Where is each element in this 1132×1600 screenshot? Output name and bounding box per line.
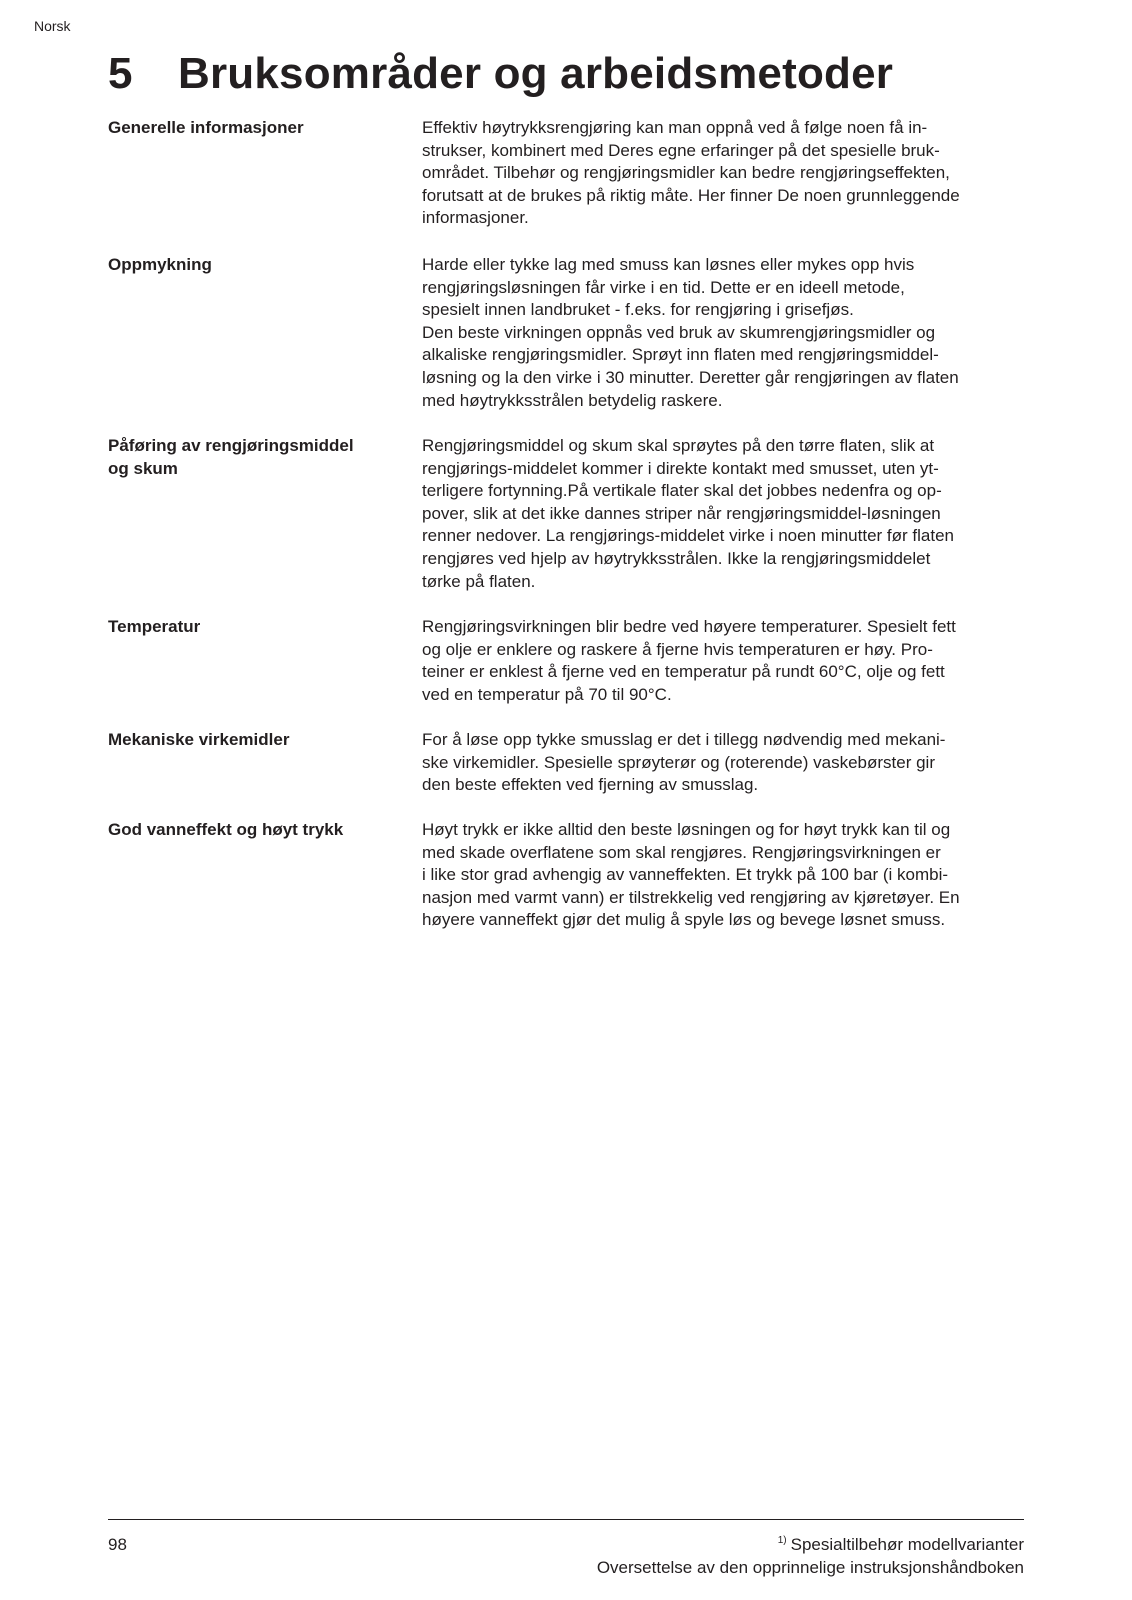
section-label: Oppmykning (108, 255, 212, 274)
footnote-text: Spesialtilbehør modellvarianter (790, 1535, 1024, 1554)
section-label: Temperatur (108, 617, 201, 636)
footer-divider (108, 1519, 1024, 1520)
section-body: Høyt trykk er ikke alltid den beste løsningen og for høyt trykk kan til og med skade overflatene som skal rengjøres. Rengjøringsvirkningen er i like stor grad avhengig av vanneffekten. Et trykk på 100 bar (i kombi- nasjon med varmt vann) er tilstrekkelig ved rengjøring av kjøretøyer. En høyere vanneffekt gjør det mulig å spyle løs og bevege løsnet smuss. (422, 820, 960, 930)
footnote (778, 1535, 1024, 1555)
section-body: For å løse opp tykke smusslag er det i tillegg nødvendig med mekani- ske virkemidler. Spesielle sprøyterør og (roterende) vaskebørster gir den beste effekten ved fjerning av smusslag. (422, 730, 946, 795)
page-number: 98 (108, 1535, 127, 1554)
section-label: Påføring av rengjøringsmiddel og skum (108, 436, 354, 478)
language-label: Norsk (34, 18, 71, 34)
section-body: Rengjøringsmiddel og skum skal sprøytes på den tørre flaten, slik at rengjørings-middelet kommer i direkte kontakt med smusset, uten yt- terligere fortynning.På vertikale flater skal det jobbes nedenfra og op- pover, slik at det ikke dannes striper når rengjøringsmiddel-løsningen renner nedover. La rengjørings-middelet virke i noen minutter før flaten rengjøres ved hjelp av høytrykksstrålen. Ikke la rengjøringsmiddelet tørke på flaten. (422, 436, 954, 591)
section-label: God vanneffekt og høyt trykk (108, 820, 344, 839)
section-label: Mekaniske virkemidler (108, 730, 290, 749)
section-body: Effektiv høytrykksrengjøring kan man oppnå ved å følge noen få in- strukser, kombinert med Deres egne erfaringer på det spesielle bruk- området. Tilbehør og rengjøringsmidler kan bedre rengjøringseffekten, forutsatt at de brukes på riktig måte. Her finner De noen grunnleggende informasjoner. (422, 118, 960, 228)
chapter-heading (108, 46, 893, 102)
chapter-number: 5 (108, 49, 133, 98)
section-label: Generelle informasjoner (108, 118, 304, 137)
footer-subtitle: Oversettelse av den opprinnelige instruksjonshåndboken (596, 1558, 1024, 1577)
section-body: Harde eller tykke lag med smuss kan løsnes eller mykes opp hvis rengjøringsløsningen får virke i en tid. Dette er en ideell metode, spesielt innen landbruket - f.eks. for rengjøring i grisefjøs. Den beste virkningen oppnås ved bruk av skumrengjøringsmidler og alkaliske rengjøringsmidler. Sprøyt inn flaten med rengjøringsmiddel- løsning og la den virke i 30 minutter. Deretter går rengjøringen av flaten med høytrykksstrålen betydelig raskere. (422, 255, 959, 410)
footnote-marker: 1) (777, 1535, 787, 1546)
chapter-title: Bruksområder og arbeidsmetoder (178, 49, 894, 98)
section-body: Rengjøringsvirkningen blir bedre ved høyere temperaturer. Spesielt fett og olje er enklere og raskere å fjerne hvis temperaturen er høy. Pro- teiner er enklest å fjerne ved en temperatur på rundt 60°C, olje og fett ved en temperatur på 70 til 90°C. (422, 617, 956, 704)
